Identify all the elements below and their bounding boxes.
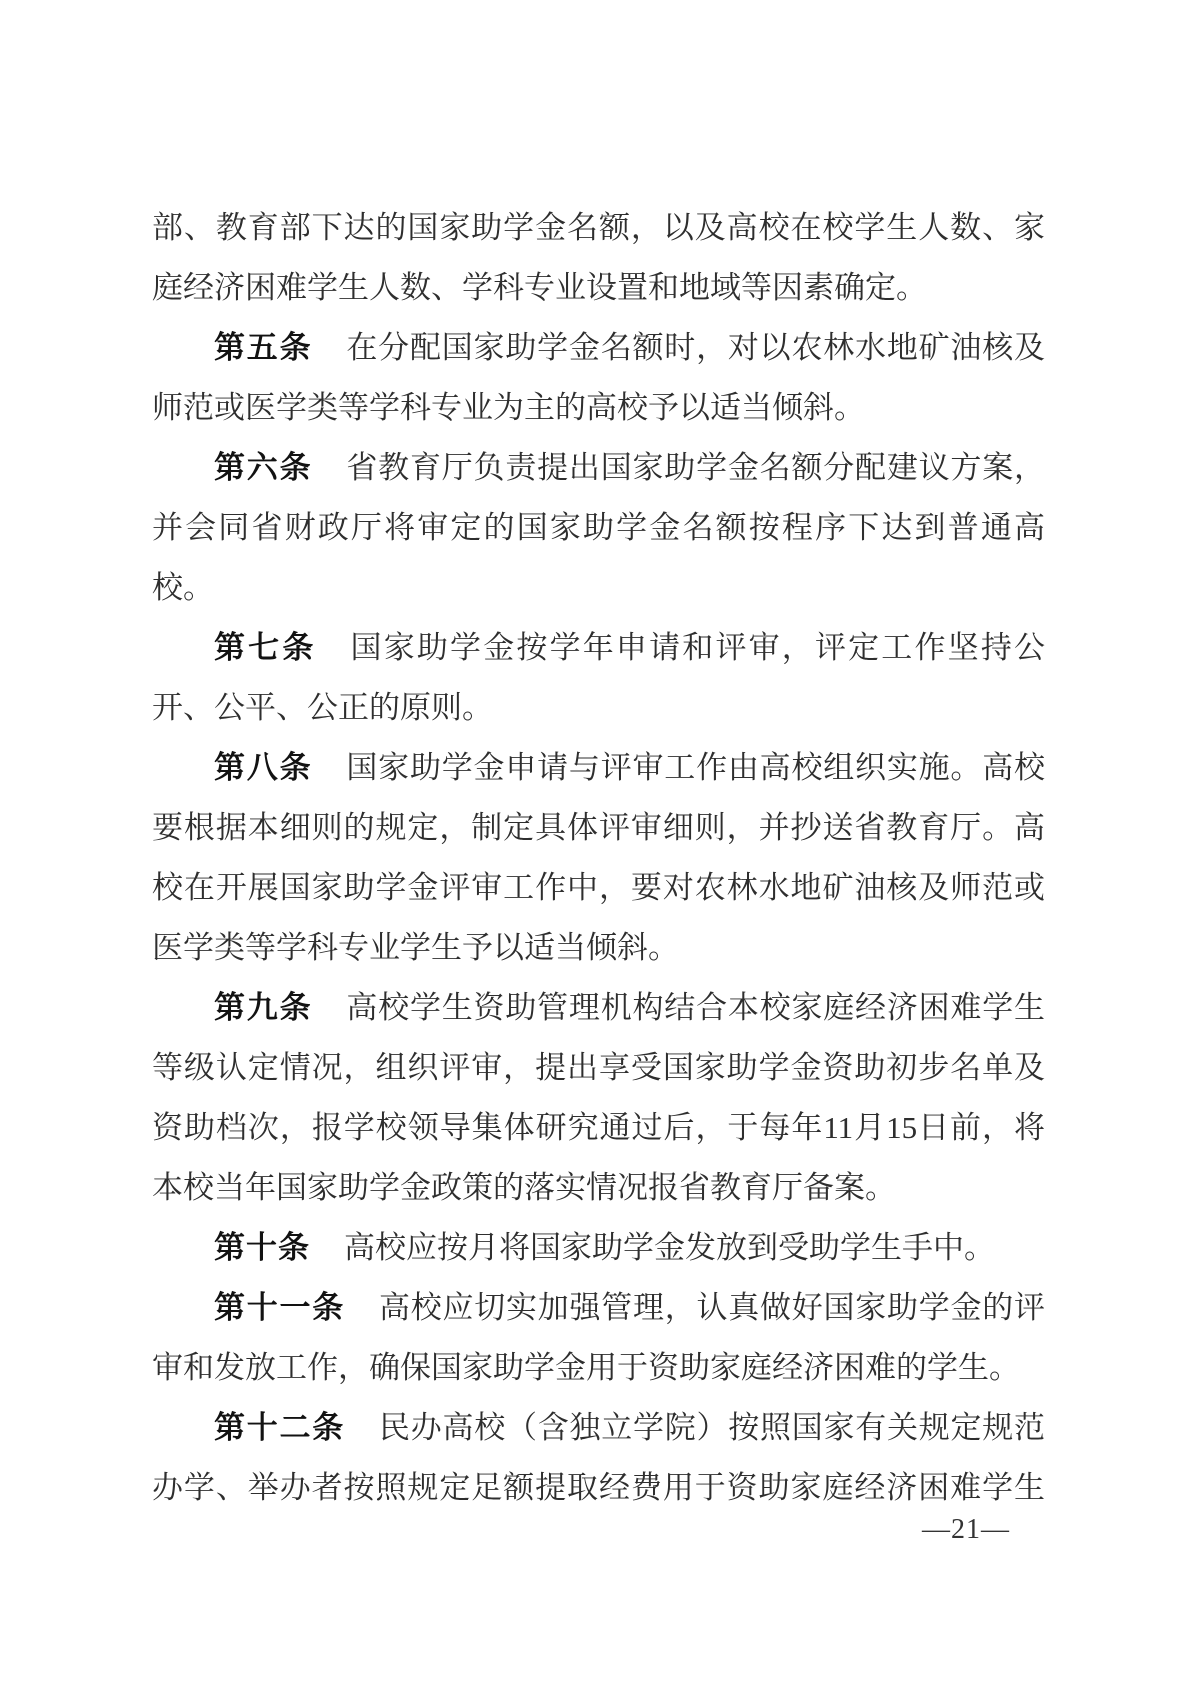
- text-line-article-8: [152, 738, 1045, 798]
- line-text: 高校应切实加强管理，认真做好国家助学金的评: [379, 1290, 1045, 1325]
- text-line: [152, 498, 1045, 558]
- text-line: [152, 858, 1045, 918]
- line-text: 国家助学金申请与评审工作由高校组织实施。高校: [346, 750, 1045, 785]
- line-text: 校在开展国家助学金评审工作中，要对农林水地矿油核及师范或: [152, 870, 1045, 905]
- line-text: 部、教育部下达的国家助学金名额，以及高校在校学生人数、家: [152, 210, 1045, 245]
- line-text: 医学类等学科专业学生予以适当倾斜。: [152, 930, 679, 965]
- line-text: 高校学生资助管理机构结合本校家庭经济困难学生: [346, 990, 1045, 1025]
- line-text: 开、公平、公正的原则。: [152, 690, 493, 725]
- text-line: [152, 1038, 1045, 1098]
- text-line-article-9: [152, 978, 1045, 1038]
- line-text: 庭经济困难学生人数、学科专业设置和地域等因素确定。: [152, 270, 927, 305]
- article-number: 第七条: [214, 630, 317, 665]
- line-text: 民办高校（含独立学院）按照国家有关规定规范: [379, 1410, 1045, 1445]
- page-number: —21—: [922, 1514, 1010, 1545]
- article-number: 第十二条: [214, 1410, 345, 1445]
- line-text: 要根据本细则的规定，制定具体评审细则，并抄送省教育厅。高: [152, 810, 1045, 845]
- line-text: 本校当年国家助学金政策的落实情况报省教育厅备案。: [152, 1170, 896, 1205]
- line-text: 高校应按月将国家助学金发放到受助学生手中。: [344, 1230, 995, 1265]
- article-number: 第六条: [214, 450, 313, 485]
- text-line-article-7: [152, 618, 1045, 678]
- line-text: 省教育厅负责提出国家助学金名额分配建议方案，: [346, 450, 1045, 485]
- text-line: [152, 198, 1045, 258]
- text-line: [152, 918, 1045, 978]
- line-text: 校。: [152, 570, 214, 605]
- article-number: 第十一条: [214, 1290, 345, 1325]
- text-line: [152, 558, 1045, 618]
- line-text: 并会同省财政厅将审定的国家助学金名额按程序下达到普通高: [152, 510, 1045, 545]
- line-text: 师范或医学类等学科专业为主的高校予以适当倾斜。: [152, 390, 865, 425]
- article-number: 第十条: [214, 1230, 310, 1265]
- article-number: 第五条: [214, 330, 313, 365]
- text-line-article-12: [152, 1398, 1045, 1458]
- text-line: [152, 1158, 1045, 1218]
- text-line: [152, 1338, 1045, 1398]
- line-text: 办学、举办者按照规定足额提取经费用于资助家庭经济困难学生: [152, 1470, 1045, 1505]
- line-text: 等级认定情况，组织评审，提出享受国家助学金资助初步名单及: [152, 1050, 1045, 1085]
- article-number: 第九条: [214, 990, 313, 1025]
- text-line: [152, 1098, 1045, 1158]
- text-line: [152, 798, 1045, 858]
- text-line-article-11: [152, 1278, 1045, 1338]
- text-line: [152, 678, 1045, 738]
- article-number: 第八条: [214, 750, 313, 785]
- line-text: 资助档次，报学校领导集体研究通过后，于每年11月15日前，将: [152, 1110, 1045, 1145]
- line-text: 审和发放工作，确保国家助学金用于资助家庭经济困难的学生。: [152, 1350, 1020, 1385]
- text-line-article-6: [152, 438, 1045, 498]
- text-line: [152, 1458, 1045, 1518]
- line-text: 国家助学金按学年申请和评审，评定工作坚持公: [350, 630, 1046, 665]
- text-line: [152, 378, 1045, 438]
- text-line-article-5: [152, 318, 1045, 378]
- text-line: [152, 258, 1045, 318]
- line-text: 在分配国家助学金名额时，对以农林水地矿油核及: [346, 330, 1045, 365]
- text-block: [152, 198, 1045, 1518]
- text-line-article-10: [152, 1218, 1045, 1278]
